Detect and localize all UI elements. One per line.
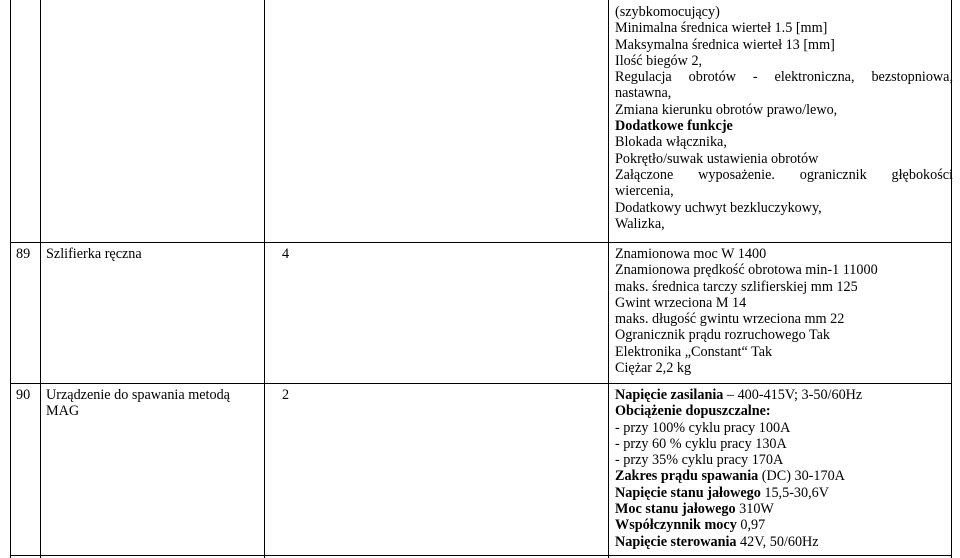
item-quantity: 4 — [282, 246, 290, 262]
spec-label: Współczynnik mocy — [615, 517, 737, 534]
spec-line: maks. średnica tarczy szlifierskiej mm 125 — [615, 278, 858, 295]
table-border-left — [10, 0, 11, 558]
row-88-description — [615, 4, 953, 232]
row-number: 89 — [16, 246, 31, 262]
spec-line: maks. długość gwintu wrzeciona mm 22 — [615, 311, 845, 328]
row-90-description — [615, 387, 953, 550]
spec-line: nastawna, — [615, 85, 672, 102]
spec-line: Minimalna średnica wierteł 1.5 [mm] — [615, 20, 828, 37]
spec-line: Elektronika „Constant“ Tak — [615, 343, 773, 360]
table-border-col2 — [264, 0, 265, 558]
spec-line: Ilość biegów 2, — [615, 52, 703, 69]
spec-line: Znamionowa prędkość obrotowa min-1 11000 — [615, 262, 878, 279]
spec-line: Znamionowa moc W 1400 — [615, 246, 767, 262]
spec-line: Blokada włącznika, — [615, 134, 727, 151]
spec-label: Napięcie zasilania — [615, 387, 724, 403]
row-89-description — [615, 246, 953, 376]
spec-line: Pokrętło/suwak ustawienia obrotów — [615, 150, 819, 167]
spec-line: Ciężar 2,2 kg — [615, 360, 692, 377]
spec-value: - przy 60 % cyklu pracy 130A — [615, 435, 787, 452]
spec-line: wiercenia, — [615, 183, 674, 200]
spec-label: Zakres prądu spawania — [615, 468, 759, 485]
spec-value: 0,97 — [736, 517, 766, 534]
item-name: Szlifierka ręczna — [46, 246, 142, 262]
row-separator-88-89 — [10, 242, 952, 243]
spec-value: - przy 100% cyklu pracy 100A — [615, 419, 791, 436]
spec-value: 310W — [735, 501, 774, 518]
spec-value: (DC) 30-170A — [758, 468, 845, 485]
row-number: 90 — [16, 387, 31, 403]
spec-line: Zmiana kierunku obrotów prawo/lewo, — [615, 101, 838, 118]
spec-line: Gwint wrzeciona M 14 — [615, 294, 747, 311]
table-border-col3 — [608, 0, 609, 558]
spec-label: Napięcie sterowania — [615, 533, 737, 550]
spec-line: Maksymalna średnica wierteł 13 [mm] — [615, 36, 835, 53]
table-border-col1 — [40, 0, 41, 558]
table-border-bottom — [10, 555, 952, 556]
spec-value: 15,5-30,6V — [760, 484, 829, 501]
spec-line: (szybkomocujący) — [615, 4, 720, 20]
item-quantity: 2 — [282, 387, 290, 403]
spec-line: Załączone wyposażenie. ogranicznik głębokości — [615, 166, 953, 183]
spec-heading: Dodatkowe funkcje — [615, 118, 733, 135]
spec-value: - przy 35% cyklu pracy 170A — [615, 452, 784, 469]
spec-label: Napięcie stanu jałowego — [615, 484, 761, 501]
item-name-line: MAG — [46, 403, 80, 420]
item-name-line: Urządzenie do spawania metodą — [46, 387, 230, 403]
spec-label: Obciążenie dopuszczalne: — [615, 403, 771, 420]
spec-line: Walizka, — [615, 215, 665, 232]
spec-line: Ogranicznik prądu rozruchowego Tak — [615, 327, 831, 344]
row-separator-89-90 — [10, 383, 952, 384]
spec-line: Regulacja obrotów - elektroniczna, bezstopniowa, — [615, 69, 953, 86]
spec-line: Dodatkowy uchwyt bezkluczykowy, — [615, 199, 822, 216]
spec-label: Moc stanu jałowego — [615, 501, 736, 518]
spec-value: 42V, 50/60Hz — [736, 533, 819, 550]
item-name — [46, 387, 230, 420]
spec-value: – 400-415V; 3-50/60Hz — [723, 387, 863, 403]
